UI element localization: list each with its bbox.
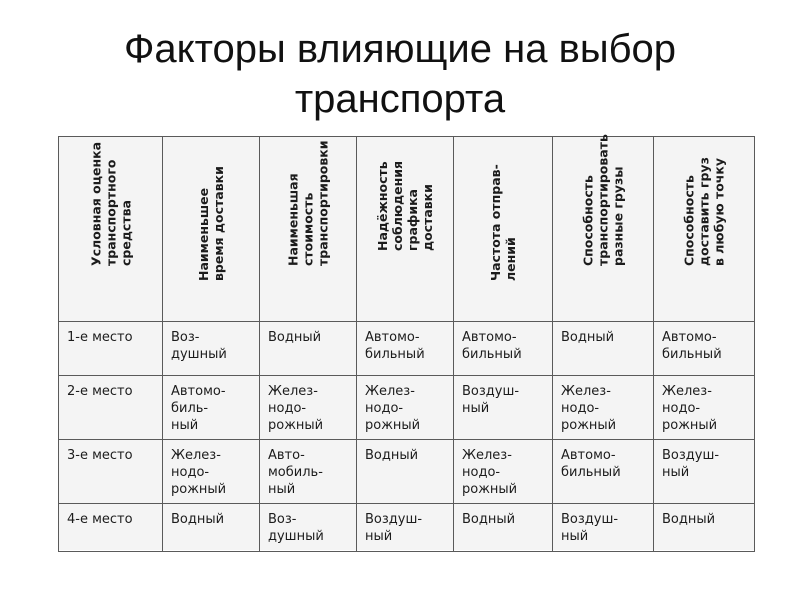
table-cell: Воз- душный — [260, 504, 357, 552]
row-label: 3-е место — [59, 440, 163, 504]
table-cell: Автомо- бильный — [454, 322, 553, 376]
table-cell: Автомо- бильный — [553, 440, 654, 504]
table-cell: Желез- нодо- рожный — [553, 376, 654, 440]
header-cell — [553, 134, 654, 322]
table-cell: Водный — [553, 322, 654, 376]
table-cell: Желез- нодо- рожный — [260, 376, 357, 440]
table-cell: Водный — [454, 504, 553, 552]
table-cell: Воздуш- ный — [454, 376, 553, 440]
table-cell: Водный — [654, 504, 755, 552]
row-label: 4-е место — [59, 504, 163, 552]
header-text: Наименьшая стоимость транспортировки — [285, 140, 331, 266]
slide-title: Факторы влияющие на выбор транспорта — [124, 27, 676, 121]
header-text: Способность доставить груз в любую точку — [681, 157, 727, 266]
table-row — [59, 440, 755, 504]
table-cell: Авто- мобиль- ный — [260, 440, 357, 504]
table-cell: Воз- душный — [163, 322, 260, 376]
transport-factors-table — [58, 136, 755, 552]
header-cell — [357, 137, 454, 322]
row-label: 2-е место — [59, 376, 163, 440]
header-cell — [260, 137, 357, 322]
header-cell — [454, 137, 553, 322]
header-text: Частота отправ- лений — [488, 164, 518, 281]
table-cell: Автомо- бильный — [357, 322, 454, 376]
table-cell: Воздуш- ный — [357, 504, 454, 552]
table-row — [59, 376, 755, 440]
table-cell: Желез- нодо- рожный — [163, 440, 260, 504]
table-cell: Водный — [357, 440, 454, 504]
table-cell: Автомо- бильный — [654, 322, 755, 376]
header-cell — [59, 137, 163, 322]
table-cell: Водный — [163, 504, 260, 552]
table-cell: Желез- нодо- рожный — [454, 440, 553, 504]
table-cell: Автомо- биль- ный — [163, 376, 260, 440]
table-cell: Воздуш- ный — [553, 504, 654, 552]
table-row — [59, 322, 755, 376]
header-text: Способность транспортировать разные грузы — [580, 134, 626, 266]
table-cell: Воздуш- ный — [654, 440, 755, 504]
table-row — [59, 504, 755, 552]
header-cell — [163, 137, 260, 322]
row-label: 1-е место — [59, 322, 163, 376]
header-text: Наименьшее время доставки — [196, 166, 226, 281]
header-text: Надёжность соблюдения графика доставки — [375, 160, 435, 251]
header-row — [59, 137, 755, 322]
table-cell: Водный — [260, 322, 357, 376]
header-cell — [654, 137, 755, 322]
table-cell: Желез- нодо- рожный — [654, 376, 755, 440]
table-cell: Желез- нодо- рожный — [357, 376, 454, 440]
table-container — [58, 136, 754, 550]
header-text: Условная оценка транспортного средства — [88, 141, 133, 266]
